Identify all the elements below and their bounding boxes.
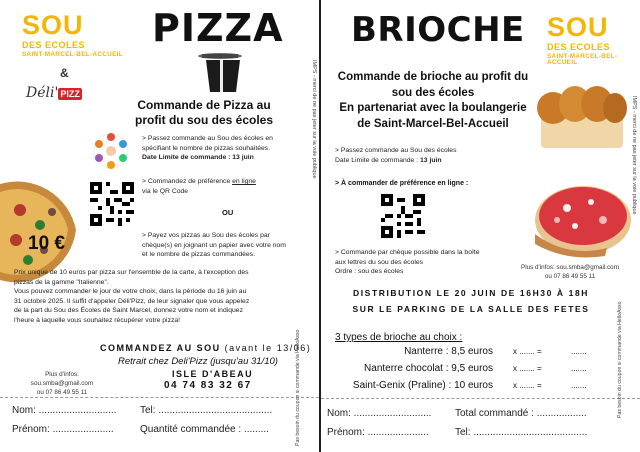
phone-field[interactable]: Tel: ......................................... [140,405,273,416]
waiter-image [196,48,248,92]
brioche-type-row: Saint-Genix (Praline) : 10 euros x ....... = ....... [352,380,587,391]
children-illustration [92,132,130,170]
firstname-field[interactable]: Prénom: ...................... [327,427,429,438]
quantity-field[interactable]: Quantité commandée : ......... [140,424,269,435]
brioche-type-row: Nanterre chocolat : 9,5 euros x ....... = ....... [364,363,587,374]
contact-info: Plus d'infos: sou.smba@gmail.com ou 07 86 49 55 11 [521,264,619,280]
online-link[interactable]: en ligne [232,178,256,185]
phone-field[interactable]: Tel: ......................................... [455,427,588,438]
praline-brioche-image [527,178,631,258]
coupon-note: Pas besoin du coupon si commande via HelloAsso [617,301,623,418]
brioche-flyer [321,0,640,452]
page-title: PIZZA [152,6,284,50]
or-separator: OU [222,208,234,217]
brioche-type-row: Nanterre : 8,5 euros x ....... = ....... [404,346,587,357]
brioche-image [529,80,629,150]
sou-logo: SOU DES ECOLES SAINT-MARCEL-BEL-ACCUEIL [547,12,618,67]
qr-code[interactable] [381,194,425,238]
sou-logo: SOU DES ECOLES SAINT-MARCEL-BEL-ACCUEIL [22,10,123,58]
brioche-types-list [321,346,621,397]
pizza-subtitle: Commande de Pizza au profit du sou des écoles [134,98,274,127]
imps-note: IMPS - merci de ne pas jeter sur la voie publique [311,60,317,179]
order-at-sou: COMMANDEZ AU SOU (avant le 13/06) [100,343,312,353]
brioche-heading: Commande de brioche au profit du sou des écoles En partenariat avec la boulangerie de Saint-Marcel-Bel-Accueil [337,71,529,130]
phone-number: 04 74 83 32 67 [164,380,252,391]
order-instructions: > Passez commande au Sou des écoles en spécifiant le nombre de pizzas souhaitées. Date Limite de commande : 13 juin [142,135,273,161]
name-field[interactable]: Nom: ............................ [12,405,117,416]
coupon-note: Pas besoin du coupon si commande via HelloAsso [295,329,301,446]
deli-pizz-logo: Déli' PIZZ [26,85,80,101]
qr-code[interactable] [90,182,134,226]
total-field[interactable]: Total commandé : .................. [455,408,587,419]
price-paragraph: Prix unique de 10 euros par pizza sur l'ensemble de la carte, à l'exception des pizzas de la gamme "Italienne". Vous pouvez commander le jour de votre choix, dans la période du 16 juin au 31 octobre 2025. Il suffit d'appeler Déli'Pizz, de leur signaler que vous appelez de la part du Sou des Écoles de Saint Marcel, donnez votre nom et indiquez l'heure à laquelle vous souhaitez récupérer votre pizza! [14,269,250,324]
cheque-instructions: > Payez vos pizzas au Sou des écoles par chèque(s) en joignant un papier avec votre nom et le nombre de pizzas commandées. [142,232,286,258]
pickup-info: Retrait chez Deli'Pizz (jusqu'au 31/10) [118,356,278,367]
firstname-field[interactable]: Prénom: ...................... [12,424,114,435]
brioche-types-title: 3 types de brioche au choix : [335,332,463,343]
imps-note: IMPS - merci de ne pas jeter sur la voie publique [631,96,637,215]
cut-line [321,398,640,399]
price: 10 € [28,233,65,254]
online-order-label: > À commander de préférence en ligne : [335,180,469,187]
contact-info: Plus d'infos: sou.smba@gmail.com ou 07 86 49 55 11 [30,371,94,396]
cut-line [0,397,319,398]
online-order-text: > Commandez de préférence en ligne via le QR Code [142,178,256,195]
page-title: BRIOCHE [351,10,525,50]
location: ISLE D'ABEAU [172,369,254,379]
cheque-instructions: > Commande par chèque possible dans la boîte aux lettres du sou des écoles Ordre : sou des écoles [335,249,480,275]
order-instructions: > Passez commande au Sou des écoles Date Limite de commande : 13 juin [335,147,457,164]
distribution-info: DISTRIBUTION LE 20 JUIN DE 16H30 À 18H SUR LE PARKING DE LA SALLE DES FETES [352,288,590,314]
pizza-flyer [0,0,319,452]
ampersand: & [60,66,69,80]
name-field[interactable]: Nom: ............................ [327,408,432,419]
